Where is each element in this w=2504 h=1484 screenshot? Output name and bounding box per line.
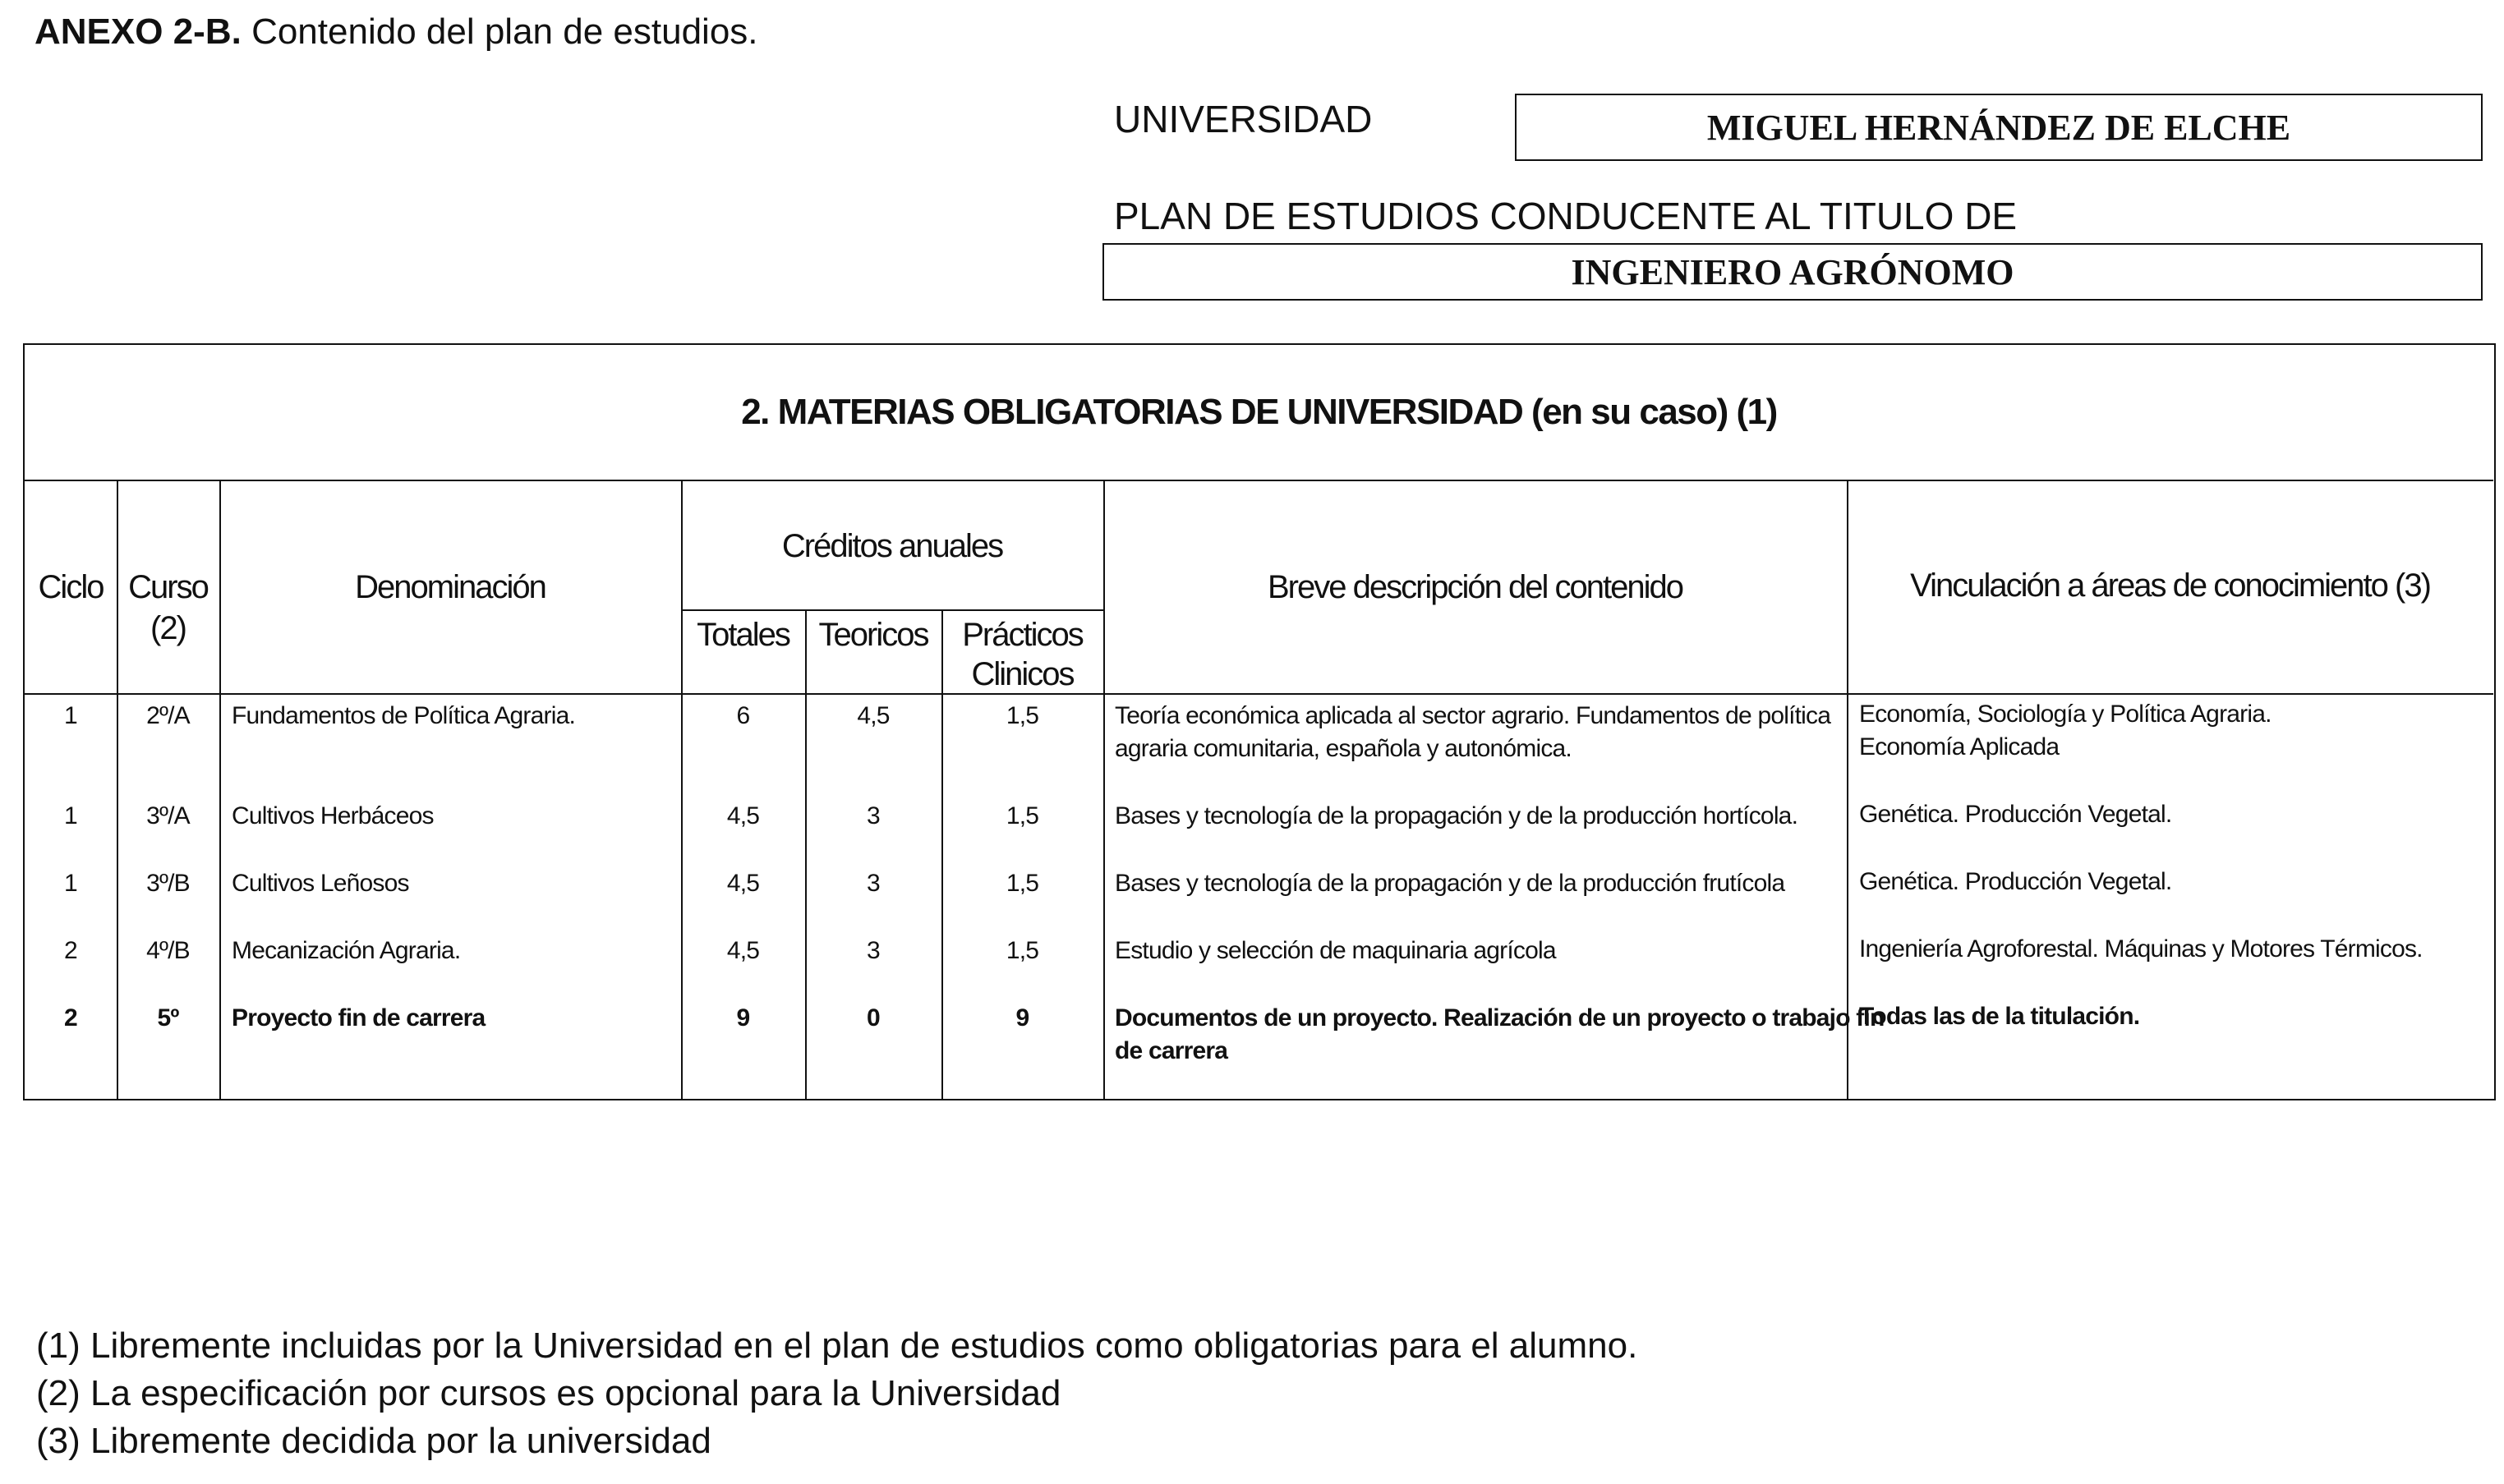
degree-title: INGENIERO AGRÓNOMO — [1571, 251, 2014, 292]
cell-denominacion: Mecanización Agraria. — [232, 937, 461, 964]
cell-ciclo: 1 — [64, 870, 77, 897]
footnote-3: (3) Libremente decidida por la universidad — [36, 1421, 711, 1461]
cell-vinculacion: Ingeniería Agroforestal. Máquinas y Motores Térmicos. — [1859, 935, 2423, 963]
cell-descripcion-cont: agraria comunitaria, española y autonómica. — [1115, 735, 1572, 762]
credits-divider — [681, 609, 1103, 611]
cell-vinculacion-cont: Economía Aplicada — [1859, 733, 2060, 760]
cell-vinculacion: Todas las de la titulación. — [1859, 1003, 2140, 1030]
cell-practicos: 1,5 — [1006, 937, 1039, 964]
university-label: UNIVERSIDAD — [1114, 98, 1373, 140]
table-banner: 2. MATERIAS OBLIGATORIAS DE UNIVERSIDAD (en su caso) (1) — [25, 345, 2493, 481]
cell-teoricos: 4,5 — [857, 702, 890, 729]
header-bottom-line — [25, 693, 2493, 695]
cell-descripcion: Documentos de un proyecto. Realización de un proyecto o trabajo fin — [1115, 1004, 1885, 1031]
cell-denominacion: Cultivos Herbáceos — [232, 802, 434, 829]
header-clinicos: Clinicos — [971, 656, 1074, 692]
annex-title: Contenido del plan de estudios. — [251, 11, 758, 52]
footnote-1: (1) Libremente incluidas por la Universidad en el plan de estudios como obligatorias para el alumno. — [36, 1325, 1638, 1366]
cell-denominacion: Fundamentos de Política Agraria. — [232, 702, 575, 729]
cell-totales: 4,5 — [726, 802, 760, 829]
header-vinculacion: Vinculación a áreas de conocimiento (3) — [1910, 567, 2430, 604]
university-name-box — [1515, 94, 2483, 161]
cell-teoricos: 3 — [867, 802, 880, 829]
header-denominacion: Denominación — [355, 569, 545, 605]
cell-curso: 5º — [157, 1004, 179, 1031]
cell-practicos: 9 — [1015, 1004, 1029, 1031]
cell-descripcion: Bases y tecnología de la propagación y de la producción frutícola — [1115, 870, 1785, 897]
header-creditos: Créditos anuales — [781, 528, 1003, 564]
header-ciclo: Ciclo — [38, 569, 104, 605]
cell-practicos: 1,5 — [1006, 870, 1039, 897]
cell-teoricos: 3 — [867, 870, 880, 897]
cell-practicos: 1,5 — [1006, 802, 1039, 829]
cell-descripcion: Estudio y selección de maquinaria agrícola — [1115, 937, 1556, 964]
cell-totales: 4,5 — [726, 937, 760, 964]
degree-title-box — [1102, 243, 2483, 301]
cell-curso: 3º/B — [146, 870, 190, 897]
header-teoricos: Teoricos — [818, 617, 928, 653]
header-practicos: Prácticos — [962, 617, 1083, 653]
cell-curso: 2º/A — [146, 702, 190, 729]
cell-descripcion: Teoría económica aplicada al sector agrario. Fundamentos de política — [1115, 702, 1831, 729]
cell-denominacion: Cultivos Leñosos — [232, 870, 409, 897]
cell-denominacion: Proyecto fin de carrera — [232, 1004, 486, 1031]
university-name: MIGUEL HERNÁNDEZ DE ELCHE — [1706, 107, 2291, 148]
cell-ciclo: 2 — [64, 1004, 77, 1031]
header-totales: Totales — [697, 617, 789, 653]
plan-label: PLAN DE ESTUDIOS CONDUCENTE AL TITULO DE — [1114, 195, 2018, 237]
cell-ciclo: 1 — [64, 702, 77, 729]
cell-descripcion: Bases y tecnología de la propagación y de la producción hortícola. — [1115, 802, 1798, 829]
cell-teoricos: 0 — [867, 1004, 880, 1031]
cell-practicos: 1,5 — [1006, 702, 1039, 729]
header-descripcion: Breve descripción del contenido — [1267, 569, 1682, 605]
header-curso-note: (2) — [150, 610, 186, 646]
cell-ciclo: 2 — [64, 937, 77, 964]
cell-curso: 4º/B — [146, 937, 190, 964]
cell-totales: 4,5 — [726, 870, 760, 897]
footnotes — [36, 1322, 1637, 1465]
cell-totales: 6 — [736, 702, 750, 729]
cell-teoricos: 3 — [867, 937, 880, 964]
cell-vinculacion: Genética. Producción Vegetal. — [1859, 801, 2172, 828]
cell-ciclo: 1 — [64, 802, 77, 829]
cell-vinculacion: Economía, Sociología y Política Agraria. — [1859, 701, 2272, 728]
cell-totales: 9 — [736, 1004, 750, 1031]
annex-prefix: ANEXO 2-B. — [35, 11, 242, 52]
cell-curso: 3º/A — [146, 802, 190, 829]
cell-descripcion-cont: de carrera — [1115, 1037, 1228, 1064]
annex-heading — [35, 11, 758, 53]
footnote-2: (2) La especificación por cursos es opcional para la Universidad — [36, 1373, 1061, 1413]
subjects-table — [23, 343, 2496, 1100]
header-curso: Curso — [128, 569, 208, 605]
cell-vinculacion: Genética. Producción Vegetal. — [1859, 868, 2172, 895]
